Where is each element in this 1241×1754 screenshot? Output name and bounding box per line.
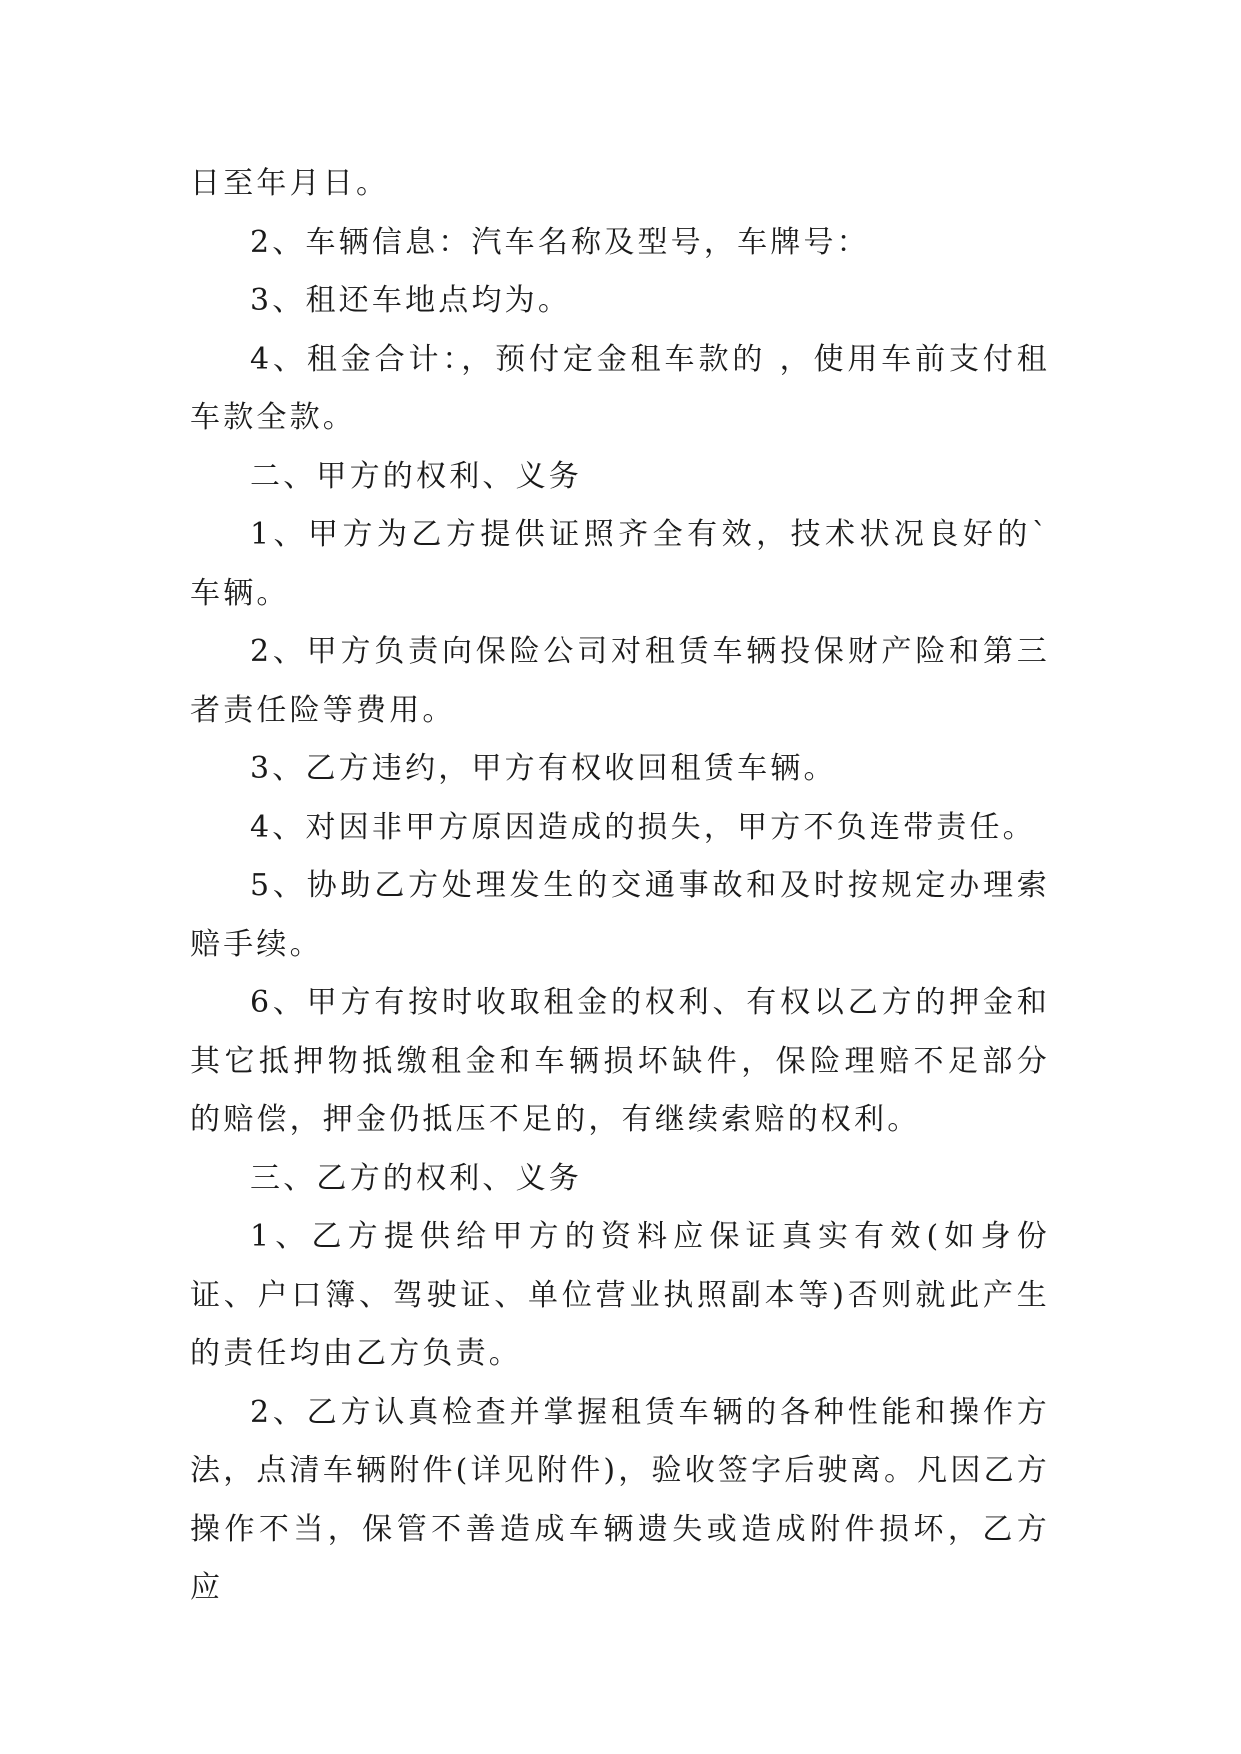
paragraph-party-a-item-5: 5、协助乙方处理发生的交通事故和及时按规定办理索赔手续。 bbox=[190, 868, 1050, 962]
paragraph-party-b-item-2: 2、乙方认真检查并掌握租赁车辆的各种性能和操作方法，点清车辆附件(详见附件)，验收签字后驶离。凡因乙方操作不当，保管不善造成车辆遗失或造成附件损坏，乙方应 bbox=[190, 1394, 1050, 1605]
paragraph-party-a-item-2: 2、甲方负责向保险公司对租赁车辆投保财产险和第三者责任险等费用。 bbox=[190, 634, 1050, 728]
paragraph-party-b-item-1: 1、乙方提供给甲方的资料应保证真实有效(如身份证、户口簿、驾驶证、单位营业执照副本等)否则就此产生的责任均由乙方负责。 bbox=[190, 1219, 1050, 1371]
section-heading-party-b: 三、乙方的权利、义务 bbox=[250, 1160, 582, 1196]
paragraph-vehicle-info: 2、车辆信息：汽车名称及型号，车牌号： bbox=[250, 224, 870, 260]
section-heading-party-a: 二、甲方的权利、义务 bbox=[250, 458, 582, 494]
paragraph-pickup-location: 3、租还车地点均为。 bbox=[250, 283, 572, 318]
paragraph-party-a-item-3: 3、乙方违约，甲方有权收回租赁车辆。 bbox=[250, 751, 837, 786]
paragraph-party-a-item-6: 6、甲方有按时收取租金的权利、有权以乙方的押金和其它抵押物抵缴租金和车辆损坏缺件，保险理赔不足部分的赔偿，押金仍抵压不足的，有继续索赔的权利。 bbox=[190, 985, 1050, 1137]
paragraph-party-a-item-1: 1、甲方为乙方提供证照齐全有效，技术状况良好的`车辆。 bbox=[190, 517, 1050, 611]
document-body bbox=[190, 155, 1050, 1618]
paragraph-rental-period-end: 日至年月日。 bbox=[190, 166, 390, 201]
paragraph-rent-total: 4、租金合计：，预付定金租车款的 ，使用车前支付租车款全款。 bbox=[190, 341, 1050, 435]
paragraph-party-a-item-4: 4、对因非甲方原因造成的损失，甲方不负连带责任。 bbox=[250, 809, 1036, 845]
